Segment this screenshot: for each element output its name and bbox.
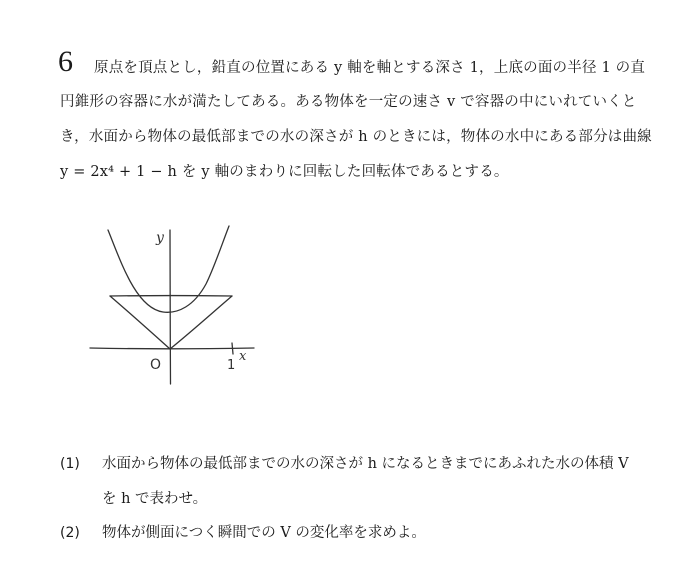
problem-statement-line: 円錐形の容器に水が満たしてある。ある物体を一定の速さ v で容器の中にいれていくと (60, 94, 637, 110)
problem-statement-line: き，水面から物体の最低部までの水の深さが h のときには，物体の水中にある部分は曲線 (60, 129, 652, 145)
question-number: (1) (60, 456, 80, 472)
problem-number: 6 (58, 45, 73, 78)
object-curve (108, 226, 229, 312)
x-axis-label: x (239, 349, 247, 364)
question-text-line: 水面から物体の最低部までの水の深さが h になるときまでにあふれた水の体積 V (102, 456, 629, 472)
y-axis (170, 230, 171, 384)
question-text-line: を h で表わせ。 (102, 491, 208, 507)
figure-svg (86, 222, 258, 392)
x-tick (232, 343, 233, 354)
y-axis-label: y (156, 230, 164, 246)
problem-statement-line: y = 2x⁴ + 1 − h を y 軸のまわりに回転した回転体であるとする。 (60, 164, 509, 180)
problem-statement-line: 原点を頂点とし，鉛直の位置にある y 軸を軸とする深さ 1，上底の面の半径 1 の直 (94, 60, 646, 76)
origin-label: O (150, 357, 162, 373)
hand-drawn-figure (86, 222, 258, 392)
cone-left-side (110, 296, 170, 349)
question-text-line: 物体が側面につく瞬間での V の変化率を求めよ。 (102, 525, 426, 541)
x-tick-label: 1 (227, 358, 236, 373)
question-number: (2) (60, 525, 80, 541)
cone-right-side (170, 296, 232, 349)
